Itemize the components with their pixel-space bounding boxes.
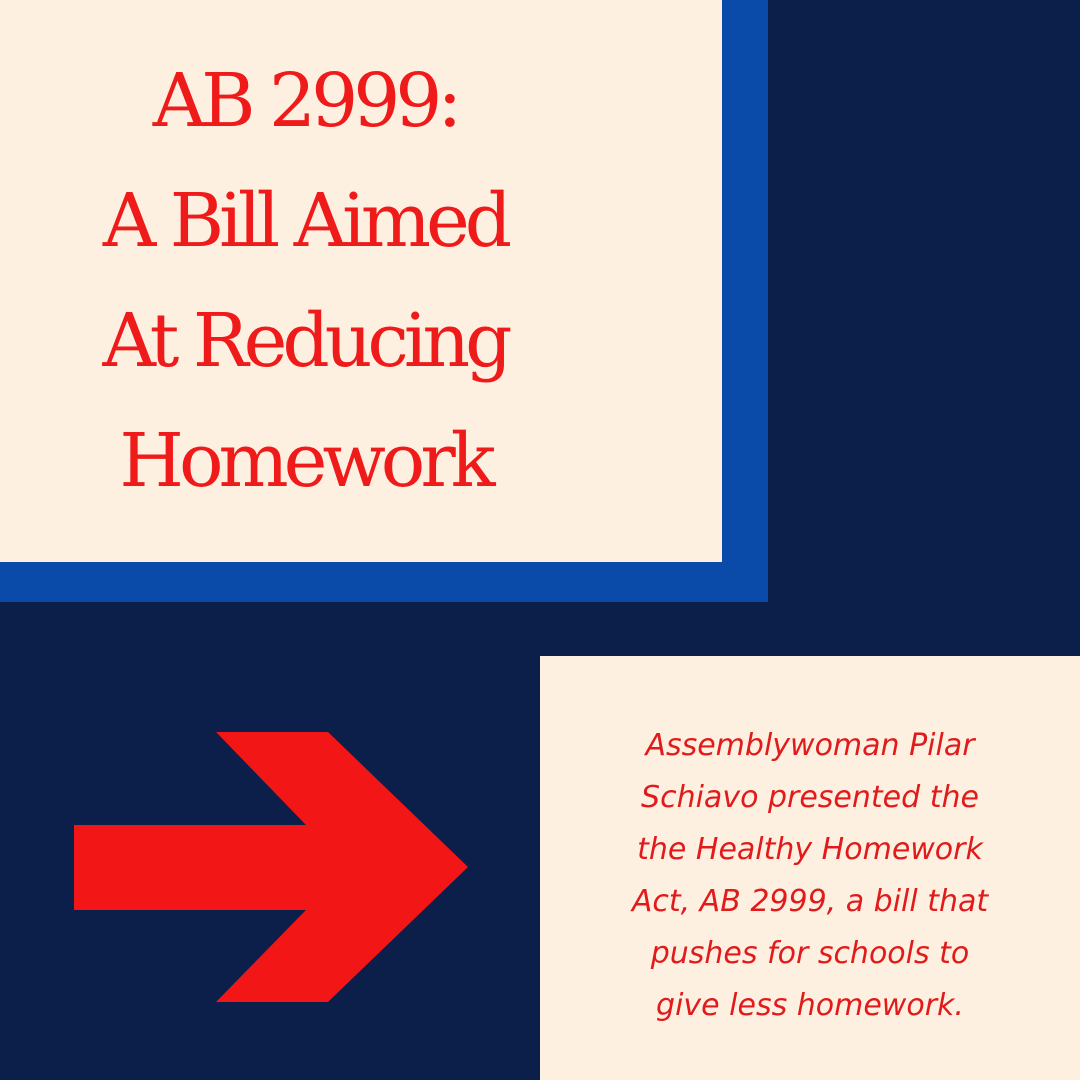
arrow-shape: [74, 732, 468, 1002]
description-text: [570, 720, 1050, 1032]
description-line-2: Schiavo presented the: [641, 780, 979, 815]
title-line-3: At Reducing: [102, 298, 508, 384]
description-line-5: pushes for schools to: [650, 936, 970, 971]
description-line-1: Assemblywoman Pilar: [645, 728, 975, 763]
description-panel: [540, 656, 1080, 1080]
title-line-4: Homework: [119, 418, 491, 504]
description-line-4: Act, AB 2999, a bill that: [631, 884, 989, 919]
title-line-2: A Bill Aimed: [102, 178, 508, 264]
title-panel: [0, 0, 722, 562]
description-line-3: the Healthy Homework: [637, 832, 983, 867]
right-arrow-icon: [74, 732, 468, 1002]
title-line-1: AB 2999:: [152, 58, 458, 144]
description-line-6: give less homework.: [656, 988, 964, 1023]
